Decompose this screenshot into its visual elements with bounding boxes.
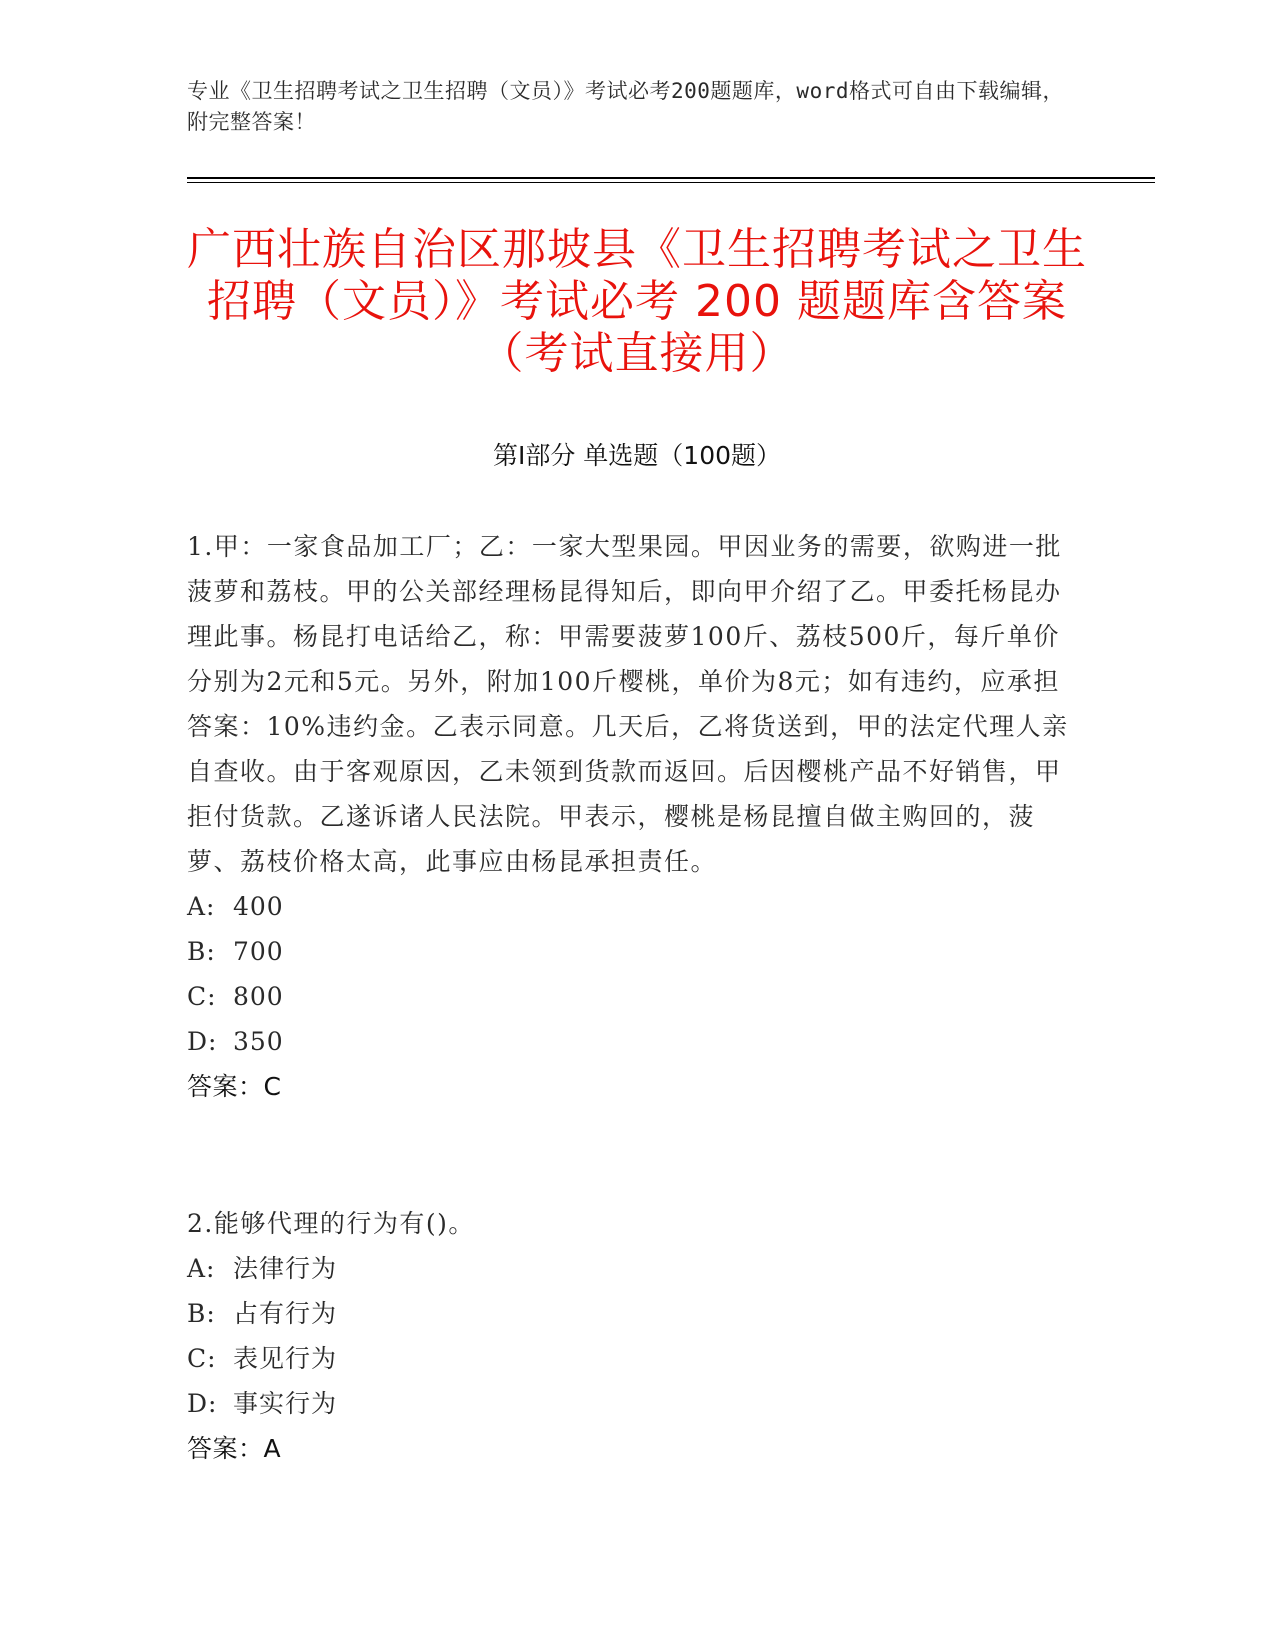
option-b bbox=[187, 929, 1077, 974]
option-text: 400 bbox=[233, 892, 284, 921]
header-divider-thin bbox=[187, 182, 1155, 183]
option-letter: A: bbox=[187, 892, 216, 921]
option-c bbox=[187, 974, 1077, 1019]
answer-line: 答案：C bbox=[187, 1072, 282, 1101]
answer-line: 答案：A bbox=[187, 1434, 282, 1463]
header-divider-thick bbox=[187, 177, 1155, 179]
option-letter: B: bbox=[187, 937, 216, 966]
document-title: 广西壮族自治区那坡县《卫生招聘考试之卫生招聘（文员）》考试必考 200 题题库含答案（考试直接用） bbox=[187, 224, 1087, 379]
option-text: 占有行为 bbox=[233, 1299, 338, 1328]
option-text: 法律行为 bbox=[233, 1254, 338, 1283]
option-text: 事实行为 bbox=[233, 1389, 338, 1418]
option-text: 700 bbox=[233, 937, 284, 966]
option-letter: A: bbox=[187, 1254, 216, 1283]
question-2 bbox=[187, 1201, 1077, 1471]
option-letter: B: bbox=[187, 1299, 216, 1328]
header-note: 专业《卫生招聘考试之卫生招聘（文员）》考试必考200题题库，word格式可自由下载编辑，附完整答案！ bbox=[187, 79, 1064, 134]
option-letter: D: bbox=[187, 1027, 218, 1056]
option-d bbox=[187, 1381, 1077, 1426]
section-title: 第Ⅰ部分 单选题（100题） bbox=[492, 441, 782, 470]
option-text: 800 bbox=[233, 982, 284, 1011]
option-b bbox=[187, 1291, 1077, 1336]
option-text: 表见行为 bbox=[233, 1344, 338, 1373]
question-stem: 1.甲：一家食品加工厂；乙：一家大型果园。甲因业务的需要，欲购进一批菠萝和荔枝。甲的公关部经理杨昆得知后，即向甲介绍了乙。甲委托杨昆办理此事。杨昆打电话给乙，称：甲需要菠萝100斤、荔枝500斤，每斤单价分别为2元和5元。另外，附加100斤樱桃，单价为8元；如有违约，应承担答案：10%违约金。乙表示同意。几天后，乙将货送到，甲的法定代理人亲自查收。由于客观原因，乙未领到货款而返回。后因樱桃产品不好销售，甲拒付货款。乙遂诉诸人民法院。甲表示，樱桃是杨昆擅自做主购回的，菠萝、荔枝价格太高，此事应由杨昆承担责任。 bbox=[187, 532, 1069, 876]
option-d bbox=[187, 1019, 1077, 1064]
option-letter: C: bbox=[187, 982, 217, 1011]
question-1 bbox=[187, 524, 1077, 1109]
option-text: 350 bbox=[233, 1027, 284, 1056]
question-stem: 2.能够代理的行为有()。 bbox=[187, 1209, 475, 1238]
option-a bbox=[187, 1246, 1077, 1291]
option-a bbox=[187, 884, 1077, 929]
option-c bbox=[187, 1336, 1077, 1381]
option-letter: D: bbox=[187, 1389, 218, 1418]
option-letter: C: bbox=[187, 1344, 217, 1373]
